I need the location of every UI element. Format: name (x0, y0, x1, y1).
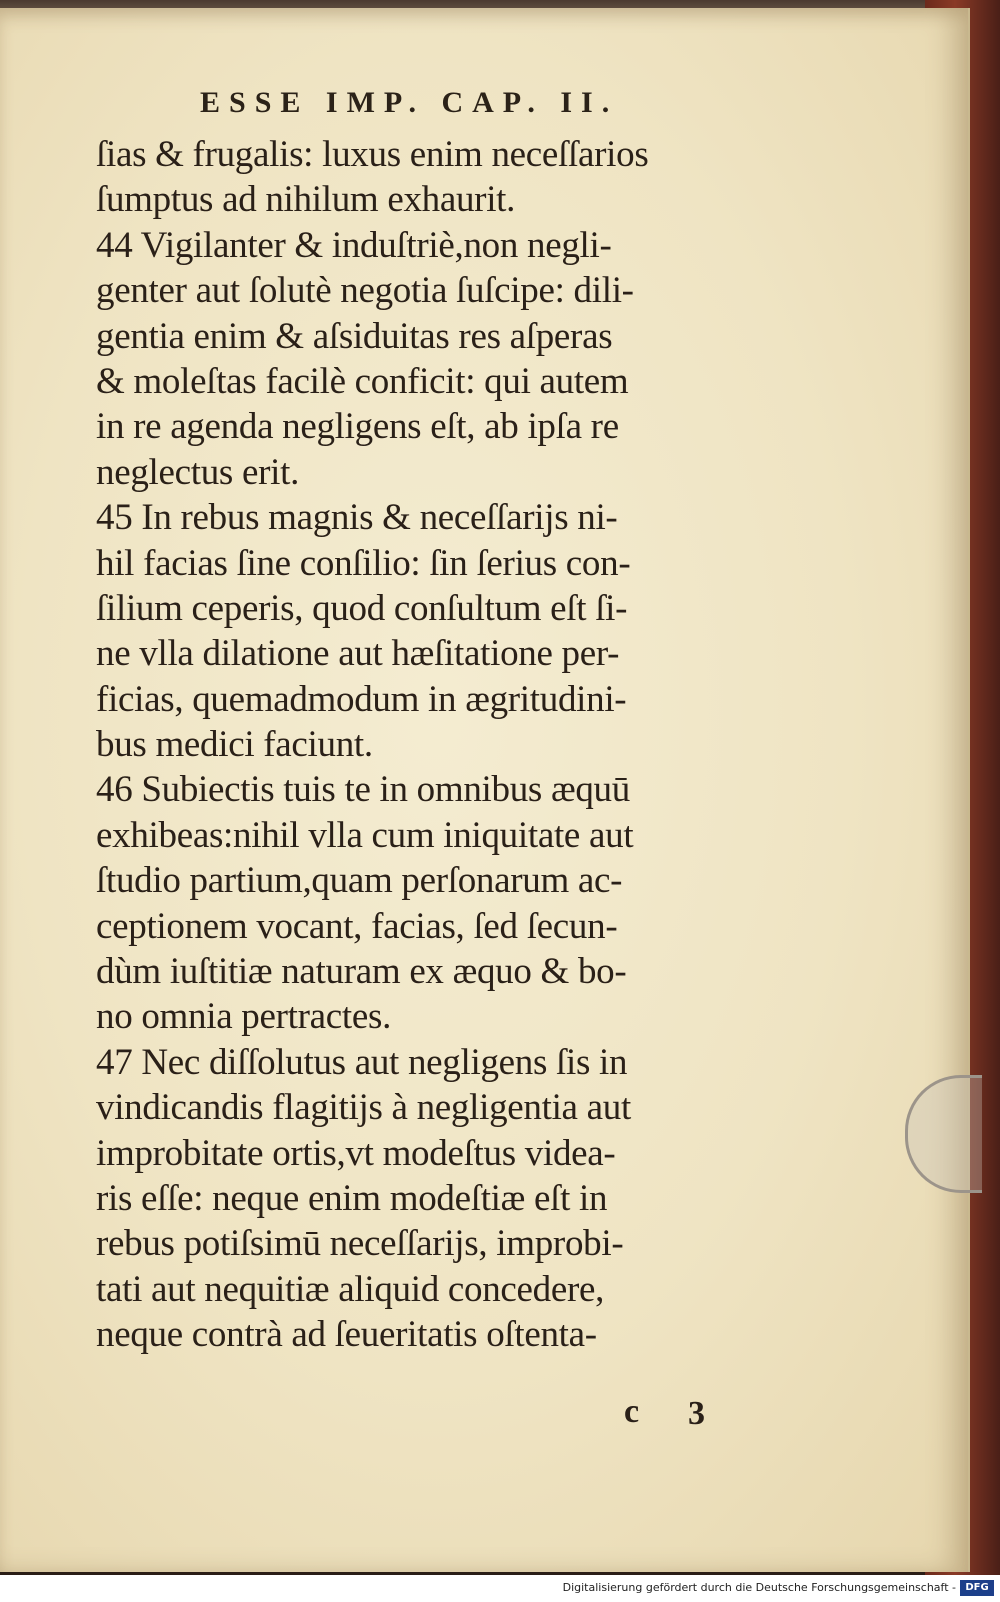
footer-credit: Digitalisierung gefördert durch die Deutsche Forschungsgemeinschaft - (562, 1581, 956, 1594)
text-line: ceptionem vocant, facias, ſed ſecun- (96, 905, 618, 947)
text-line: & moleſtas facilè conficit: qui autem (96, 360, 629, 402)
text-line: 46 Subiectis tuis te in omnibus æquū (96, 769, 630, 811)
text-line: ſias & frugalis: luxus enim neceſſarios (96, 134, 649, 175)
book-page (0, 8, 970, 1572)
text-line: dùm iuſtitiæ naturam ex æquo & bo- (96, 951, 627, 993)
signature-mark (624, 1393, 764, 1443)
text-line: in re agenda negligens eſt, ab ipſa re (96, 406, 619, 448)
text-line: no omnia pertractes. (96, 996, 392, 1038)
text-line: bus medici faciunt. (96, 724, 373, 766)
text-line: 45 In rebus magnis & neceſſarijs ni- (96, 497, 618, 539)
text-line: neque contrà ad ſeueritatis oſtenta- (96, 1314, 597, 1356)
text-line: hil facias ſine conſilio: ſin ſerius con- (96, 542, 631, 584)
text-line: vindicandis flagitijs à negligentia aut (96, 1087, 631, 1129)
text-line: exhibeas:nihil vlla cum iniquitate aut (96, 814, 634, 856)
text-line: ne vlla dilatione aut hæſitatione per- (96, 633, 620, 675)
text-line: rebus potiſsimū neceſſarijs, improbi- (96, 1223, 624, 1265)
signature-number: 3 (688, 1395, 705, 1432)
page-text (96, 132, 776, 1358)
text-line: improbitate ortis,vt modeſtus videa- (96, 1132, 616, 1174)
text-line: gentia enim & aſsiduitas res aſperas (96, 315, 613, 357)
text-line: 47 Nec diſſolutus aut negligens ſis in (96, 1041, 628, 1083)
signature-letter: c (624, 1393, 640, 1430)
dfg-logo-icon: DFG (960, 1580, 994, 1596)
text-line: ſtudio partium,quam perſonarum ac- (96, 860, 623, 902)
text-line: neglectus erit. (96, 451, 300, 493)
text-line: ris eſſe: neque enim modeſtiæ eſt in (96, 1177, 608, 1219)
text-line: ſumptus ad nihilum exhaurit. (96, 179, 516, 221)
text-line: ficias, quemadmodum in ægritudini- (96, 678, 627, 720)
running-head: ESSE IMP. CAP. II. (200, 86, 619, 119)
footer-bar (0, 1575, 1000, 1602)
text-line: 44 Vigilanter & induſtriè,non negli- (96, 224, 612, 266)
text-line: ſilium ceperis, quod conſultum eſt ſi- (96, 587, 628, 629)
text-line: genter aut ſolutè negotia ſuſcipe: dili- (96, 270, 634, 312)
text-line: tati aut nequitiæ aliquid concedere, (96, 1268, 605, 1310)
